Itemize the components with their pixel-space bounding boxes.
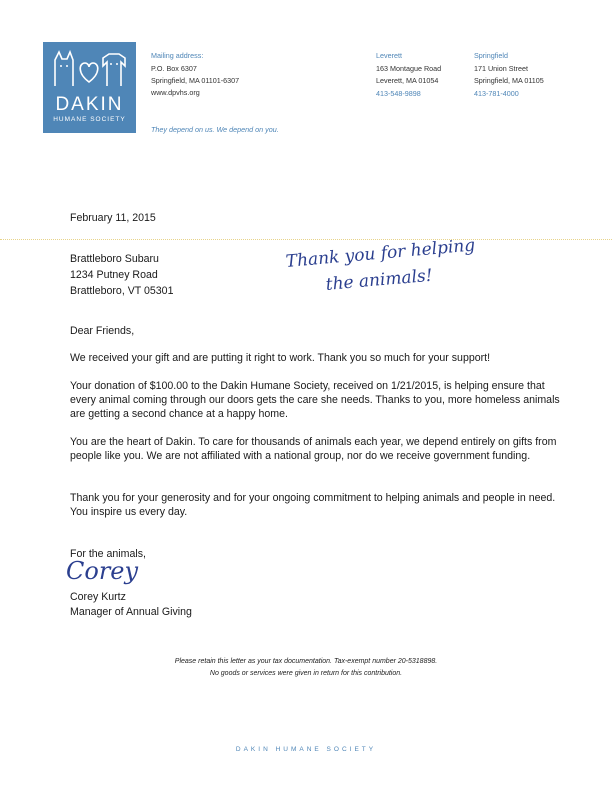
mailing-address-label: Mailing address: — [151, 51, 204, 60]
closing: For the animals, — [70, 548, 146, 560]
leverett-line1: 163 Montague Road — [376, 64, 442, 73]
tax-note-line2: No goods or services were given in return for this contribution. — [209, 670, 403, 677]
signer-name: Corey Kurtz — [70, 591, 126, 603]
letter-date: February 11, 2015 — [70, 212, 156, 224]
signer-title: Manager of Annual Giving — [70, 606, 192, 618]
dakin-logo — [43, 42, 136, 133]
paragraph-2: Your donation of $100.00 to the Dakin Humane Society, received on 1/21/2015, is helping ensure that every animal coming through our doors gets the care she needs. Thanks to you, more homeless animals are getting a second chance at a happy home. — [70, 380, 560, 421]
signature: Corey — [66, 557, 139, 585]
springfield-line1: 171 Union Street — [474, 64, 528, 73]
springfield-label: Springfield — [474, 51, 508, 60]
paragraph-3: You are the heart of Dakin. To care for thousands of animals each year, we depend entirely on gifts from people like you. We are not affiliated with a national group, nor do we receive government funding. — [70, 436, 557, 463]
cat-dog-heart-icon — [47, 46, 132, 94]
springfield-line2: Springfield, MA 01105 — [474, 76, 544, 85]
recipient-line1: Brattleboro Subaru — [70, 253, 159, 265]
recipient-line3: Brattleboro, VT 05301 — [70, 285, 174, 297]
dotted-divider — [0, 239, 612, 240]
leverett-phone: 413-548-9898 — [376, 89, 421, 98]
paragraph-1: We received your gift and are putting it right to work. Thank you so much for your support! — [70, 352, 491, 364]
salutation: Dear Friends, — [70, 325, 135, 337]
footer-org-name: DAKIN HUMANE SOCIETY — [235, 746, 377, 753]
recipient-line2: 1234 Putney Road — [70, 269, 158, 281]
springfield-phone: 413-781-4000 — [474, 89, 519, 98]
tax-note-line1: Please retain this letter as your tax documentation. Tax-exempt number 20-5318898. — [174, 658, 438, 665]
website-link[interactable]: www.dpvhs.org — [151, 88, 200, 97]
mailing-line1: P.O. Box 6307 — [151, 64, 197, 73]
handwritten-note-line2: the animals! — [325, 265, 434, 295]
logo-name: DAKIN — [55, 94, 124, 115]
paragraph-4: Thank you for your generosity and for your ongoing commitment to helping animals and people in need. You inspire us every day. — [70, 492, 556, 519]
tagline: They depend on us. We depend on you. — [151, 125, 279, 134]
logo-subtitle: HUMANE SOCIETY — [53, 116, 126, 123]
leverett-label: Leverett — [376, 51, 402, 60]
mailing-line2: Springfield, MA 01101-6307 — [151, 76, 240, 85]
leverett-line2: Leverett, MA 01054 — [376, 76, 439, 85]
handwritten-note-line1: Thank you for helping — [285, 235, 476, 272]
